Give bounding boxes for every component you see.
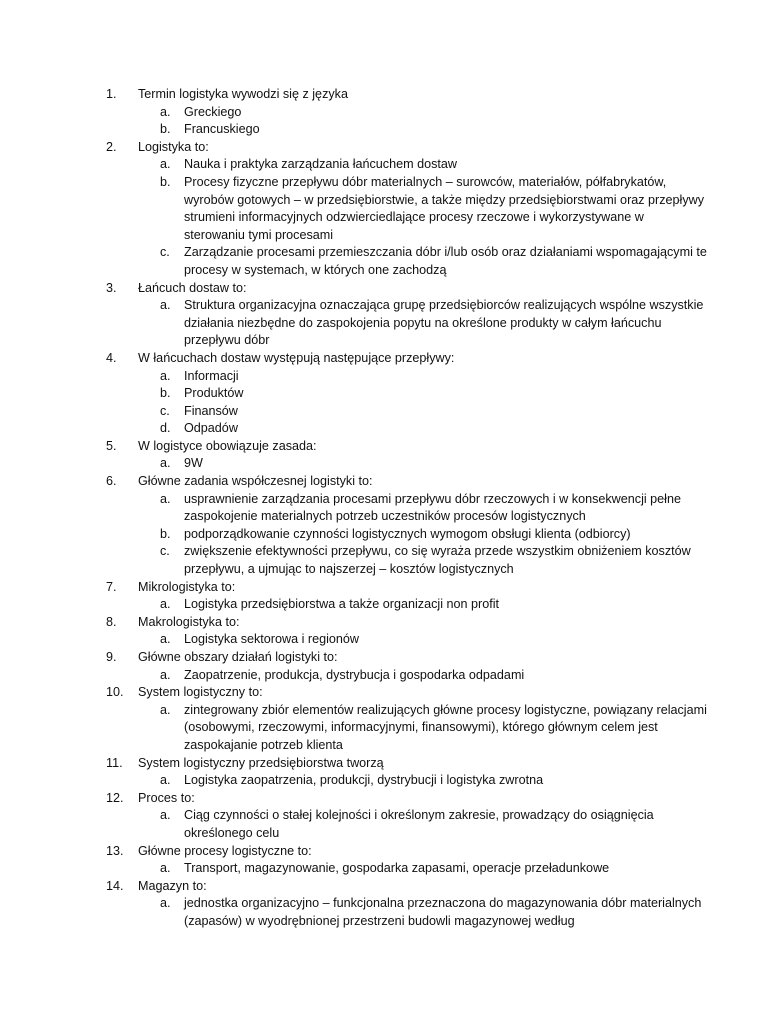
question-item <box>0 755 708 790</box>
answer-text: Logistyka przedsiębiorstwa a także organizacji non profit <box>184 597 500 612</box>
question-number: 8. <box>106 614 117 629</box>
answer-item <box>138 156 708 174</box>
answer-text: Informacji <box>184 368 239 383</box>
answer-item <box>138 244 708 279</box>
question-text: Proces to: <box>138 790 195 805</box>
answer-letter: b. <box>160 122 171 137</box>
question-item <box>0 86 708 139</box>
answer-list <box>138 455 708 473</box>
question-number: 2. <box>106 139 117 154</box>
answer-letter: a. <box>160 773 171 788</box>
answer-item <box>138 526 708 544</box>
answer-list <box>138 156 708 279</box>
answer-text: zintegrowany zbiór elementów realizujących główne procesy logistyczne, powiązany relacjami (osobowymi, rzeczowymi, informacyjnymi, finansowymi), którego głównym celem jest zaspokajanie potrzeb klienta <box>184 702 707 752</box>
answer-letter: b. <box>160 386 171 401</box>
answer-text: Greckiego <box>184 104 242 119</box>
answer-list <box>138 491 708 579</box>
question-number: 4. <box>106 350 117 365</box>
answer-letter: a. <box>160 157 171 172</box>
answer-text: usprawnienie zarządzania procesami przepływu dóbr rzeczowych i w konsekwencji pełne zaspokojenie materialnych potrzeb uczestników procesów logistycznych <box>184 491 681 524</box>
answer-text: 9W <box>184 456 203 471</box>
question-item <box>0 579 708 614</box>
question-text: System logistyczny przedsiębiorstwa tworzą <box>138 755 384 770</box>
question-text: Główne procesy logistyczne to: <box>138 843 312 858</box>
answer-letter: c. <box>160 245 170 260</box>
answer-text: jednostka organizacyjno – funkcjonalna przeznaczona do magazynowania dóbr materialnych (zapasów) w wyodrębnionej przestrzeni budowli magazynowej według <box>184 896 702 928</box>
question-text: Magazyn to: <box>138 878 207 893</box>
question-text: Łańcuch dostaw to: <box>138 280 247 295</box>
answer-letter: a. <box>160 491 171 506</box>
answer-item <box>138 631 708 649</box>
question-text: Makrologistyka to: <box>138 614 240 629</box>
answer-text: zwiększenie efektywności przepływu, co się wyraża przede wszystkim obniżeniem kosztów przepływu, a ujmując to najszerzej – kosztów logistycznych <box>184 544 691 577</box>
answer-letter: c. <box>160 403 170 418</box>
answer-text: Produktów <box>184 386 244 401</box>
answer-item <box>138 368 708 386</box>
answer-letter: a. <box>160 298 171 313</box>
answer-list <box>138 807 708 842</box>
question-number: 9. <box>106 650 117 664</box>
answer-list <box>138 297 708 350</box>
answer-text: Finansów <box>184 403 238 418</box>
answer-list <box>138 895 708 930</box>
answer-list <box>138 596 708 614</box>
question-item <box>0 280 708 350</box>
answer-list <box>138 772 708 790</box>
question-number: 11. <box>106 755 123 770</box>
answer-item <box>138 403 708 421</box>
answer-text: Logistyka zaopatrzenia, produkcji, dystrybucji i logistyka zwrotna <box>184 773 544 788</box>
answer-item <box>138 596 708 614</box>
question-text: Główne obszary działań logistyki to: <box>138 650 338 664</box>
answer-text: Transport, magazynowanie, gospodarka zapasami, operacje przeładunkowe <box>184 861 610 876</box>
answer-item <box>138 174 708 244</box>
answer-letter: a. <box>160 632 171 647</box>
answer-item <box>138 491 708 526</box>
answer-letter: a. <box>160 456 171 471</box>
answer-list <box>138 368 708 438</box>
question-item <box>0 790 708 843</box>
question-number: 1. <box>106 87 117 101</box>
answer-text: Struktura organizacyjna oznaczająca grupę przedsiębiorców realizujących wspólne wszystkie działania niezbędne do zaspokojenia popytu na określone produkty w całym łańcuchu przepływu dóbr <box>184 298 704 348</box>
answer-text: Procesy fizyczne przepływu dóbr materialnych – surowców, materiałów, półfabrykatów, wyrobów gotowych – w przedsiębiorstwie, a także między przedsiębiorstwami oraz przepływy strumieni informacyjnych odzwierciedlające procesy rzeczowe i wykorzystywane w sterowaniu tymi procesami <box>184 174 705 242</box>
question-number: 13. <box>106 843 124 858</box>
answer-text: Odpadów <box>184 421 238 436</box>
answer-letter: a. <box>160 104 171 119</box>
answer-item <box>138 860 708 878</box>
answer-letter: a. <box>160 808 171 823</box>
answer-text: Logistyka sektorowa i regionów <box>184 632 360 647</box>
answer-item <box>138 543 708 578</box>
question-item <box>0 139 708 280</box>
answer-letter: a. <box>160 896 171 911</box>
answer-text: Zaopatrzenie, produkcja, dystrybucja i gospodarka odpadami <box>184 667 525 682</box>
question-number: 5. <box>106 438 117 453</box>
question-item <box>0 350 708 438</box>
question-number: 3. <box>106 280 117 295</box>
answer-item <box>138 121 708 139</box>
answer-letter: a. <box>160 597 171 612</box>
question-item <box>0 649 708 684</box>
answer-item <box>138 385 708 403</box>
question-number: 14. <box>106 878 124 893</box>
question-text: Główne zadania współczesnej logistyki to: <box>138 474 373 489</box>
answer-item <box>138 702 708 755</box>
answer-list <box>138 667 708 685</box>
question-number: 10. <box>106 685 124 700</box>
question-list <box>0 86 708 931</box>
answer-list <box>138 631 708 649</box>
answer-letter: a. <box>160 368 171 383</box>
answer-list <box>138 702 708 755</box>
question-item <box>0 843 708 878</box>
question-number: 7. <box>106 579 117 594</box>
answer-text: Nauka i praktyka zarządzania łańcuchem dostaw <box>184 157 458 172</box>
question-text: W łańcuchach dostaw występują następujące przepływy: <box>138 350 455 365</box>
question-item <box>0 438 708 473</box>
question-text: Mikrologistyka to: <box>138 579 236 594</box>
answer-item <box>138 807 708 842</box>
question-item <box>0 614 708 649</box>
answer-item <box>138 667 708 685</box>
answer-item <box>138 104 708 122</box>
answer-letter: d. <box>160 421 171 436</box>
answer-text: Francuskiego <box>184 122 260 137</box>
question-text: Termin logistyka wywodzi się z języka <box>138 87 348 101</box>
answer-list <box>138 104 708 139</box>
answer-letter: c. <box>160 544 170 559</box>
answer-letter: a. <box>160 861 171 876</box>
question-item <box>0 684 708 754</box>
question-number: 6. <box>106 474 117 489</box>
answer-item <box>138 297 708 350</box>
answer-letter: a. <box>160 702 171 717</box>
question-item <box>0 878 708 931</box>
answer-item <box>138 895 708 930</box>
question-text: Logistyka to: <box>138 139 209 154</box>
answer-item <box>138 455 708 473</box>
answer-text: podporządkowanie czynności logistycznych wymogom obsługi klienta (odbiorcy) <box>184 526 631 541</box>
answer-letter: b. <box>160 526 171 541</box>
answer-letter: a. <box>160 667 171 682</box>
answer-item <box>138 772 708 790</box>
answer-text: Zarządzanie procesami przemieszczania dóbr i/lub osób oraz działaniami wspomagającymi te procesy w systemach, w których one zachodzą <box>184 245 707 277</box>
question-text: System logistyczny to: <box>138 685 263 700</box>
answer-letter: b. <box>160 174 171 189</box>
question-item <box>0 473 708 579</box>
question-text: W logistyce obowiązuje zasada: <box>138 438 317 453</box>
answer-text: Ciąg czynności o stałej kolejności i określonym zakresie, prowadzący do osiągnięcia określonego celu <box>184 808 654 840</box>
answer-item <box>138 420 708 438</box>
answer-list <box>138 860 708 878</box>
question-number: 12. <box>106 790 124 805</box>
